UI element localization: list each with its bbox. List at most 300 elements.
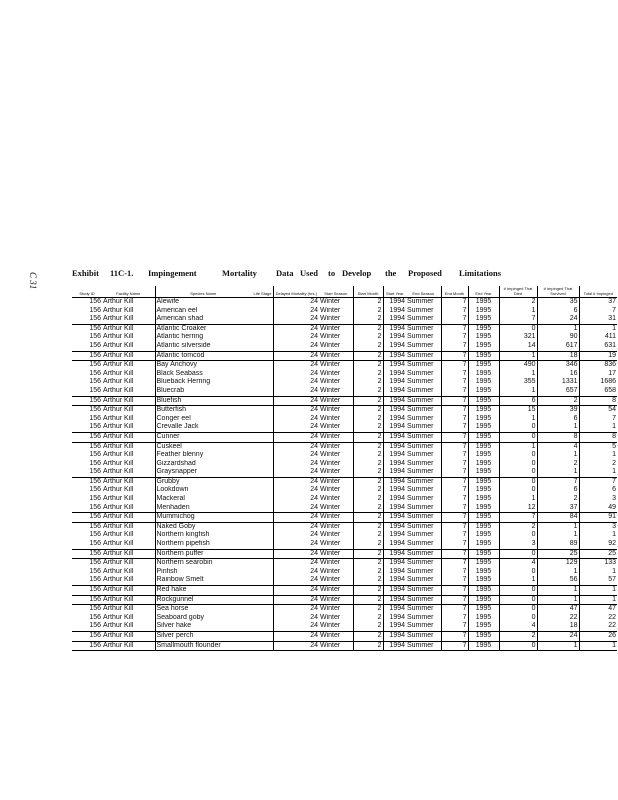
cell-start-month: 2 — [353, 513, 383, 523]
cell-species: Mackeral — [155, 495, 251, 504]
cell-end-month: 7 — [441, 415, 468, 424]
cell-died: 490 — [499, 361, 537, 370]
cell-start-month: 2 — [353, 477, 383, 486]
cell-total: 54 — [579, 406, 617, 415]
cell-survived: 1 — [537, 451, 579, 460]
cell-study-id: 156 — [89, 486, 101, 494]
cell-start-year: 1994 — [383, 477, 406, 486]
cell-total: 631 — [579, 342, 617, 351]
cell-life-stage — [251, 333, 273, 342]
cell-total: 19 — [579, 351, 617, 361]
cell-end-year: 1995 — [468, 631, 499, 641]
cell-end-season: Summer — [407, 378, 434, 386]
table-row — [72, 531, 617, 540]
cell-died: 7 — [499, 315, 537, 324]
cell-end-season: Summer — [406, 549, 441, 559]
cell-survived: 1 — [537, 586, 579, 596]
table-row — [72, 614, 617, 623]
cell-delayed: 24 — [273, 531, 319, 540]
cell-end-season: Summer — [407, 495, 434, 503]
cell-start-year: 1994 — [383, 568, 406, 577]
cell-died: 0 — [499, 605, 537, 614]
cell-total: 2 — [579, 460, 617, 469]
cell-start-year: 1994 — [383, 396, 406, 406]
cell-survived: 90 — [537, 333, 579, 342]
cell-end-month: 7 — [441, 423, 468, 432]
cell-life-stage — [251, 622, 273, 631]
cell-survived: 129 — [537, 559, 579, 568]
cell-life-stage — [251, 531, 273, 540]
cell-study-id: 156 — [72, 586, 102, 596]
cell-end-month: 7 — [441, 307, 468, 316]
cell-start-year: 1994 — [383, 333, 406, 342]
cell-facility: Arthur Kill — [103, 486, 134, 494]
cell-study-id: 156 — [89, 451, 101, 459]
cell-start-month: 2 — [353, 442, 383, 451]
cell-survived: 18 — [537, 351, 579, 361]
cell-total: 1 — [579, 423, 617, 432]
cell-end-month: 7 — [441, 387, 468, 396]
cell-study-id: 156 — [72, 442, 102, 451]
cell-species: Mummichog — [155, 513, 251, 523]
cell-study-id: 156 — [89, 531, 101, 539]
cell-start-month: 2 — [353, 361, 383, 370]
cell-died: 0 — [499, 568, 537, 577]
cell-start-month: 2 — [353, 460, 383, 469]
cell-died: 0 — [499, 423, 537, 432]
cell-end-month: 7 — [441, 522, 468, 531]
cell-start-month: 2 — [353, 614, 383, 623]
cell-start-year: 1994 — [383, 442, 406, 451]
cell-delayed: 24 — [273, 641, 319, 651]
cell-start-year: 1994 — [383, 451, 406, 460]
cell-died: 0 — [499, 641, 537, 651]
cell-facility: Arthur Kill — [103, 503, 134, 511]
cell-facility: Arthur Kill — [103, 306, 134, 314]
cell-end-season: Summer — [407, 468, 434, 476]
cell-total: 1 — [579, 531, 617, 540]
cell-survived: 1 — [537, 324, 579, 333]
cell-species: Graysnapper — [155, 468, 251, 477]
cell-survived: 6 — [537, 486, 579, 495]
cell-survived: 2 — [537, 495, 579, 504]
cell-facility: Arthur Kill — [103, 386, 134, 394]
cell-end-season: Summer — [406, 406, 441, 415]
column-header: Species Name — [155, 286, 251, 298]
cell-start-month: 2 — [353, 315, 383, 324]
cell-survived: 22 — [537, 614, 579, 623]
cell-died: 1 — [499, 387, 537, 396]
title-word: to — [328, 268, 336, 278]
cell-start-month: 2 — [353, 342, 383, 351]
cell-survived: 8 — [537, 432, 579, 442]
cell-end-season: Summer — [407, 503, 434, 511]
cell-end-month: 7 — [441, 540, 468, 549]
cell-total: 658 — [579, 387, 617, 396]
cell-end-year: 1995 — [468, 460, 499, 469]
cell-start-season: Winter — [320, 468, 341, 476]
cell-total: 411 — [579, 333, 617, 342]
cell-facility: Arthur Kill — [102, 549, 155, 559]
table-row — [72, 442, 617, 451]
cell-facility: Arthur Kill — [103, 333, 134, 341]
table-row — [72, 605, 617, 614]
cell-delayed: 24 — [273, 442, 319, 451]
cell-start-year: 1994 — [383, 531, 406, 540]
cell-delayed: 24 — [273, 451, 319, 460]
cell-start-season: Winter — [320, 369, 341, 377]
cell-delayed: 24 — [273, 406, 319, 415]
cell-end-year: 1995 — [468, 641, 499, 651]
cell-start-season: Winter — [319, 641, 353, 651]
cell-facility: Arthur Kill — [102, 351, 155, 361]
table-row — [72, 559, 617, 568]
cell-died: 0 — [499, 477, 537, 486]
cell-start-year: 1994 — [383, 468, 406, 477]
cell-species: Atlantic Croaker — [155, 324, 251, 333]
cell-life-stage — [251, 460, 273, 469]
cell-died: 7 — [499, 513, 537, 523]
column-header: # Impinged That Survived — [537, 286, 579, 298]
cell-species: Silver perch — [155, 631, 251, 641]
cell-species: Gizzardshad — [155, 460, 251, 469]
cell-study-id: 156 — [72, 605, 102, 614]
cell-survived: 2 — [537, 396, 579, 406]
cell-start-season: Winter — [319, 605, 353, 614]
cell-survived: 37 — [537, 504, 579, 513]
cell-study-id: 156 — [89, 468, 101, 476]
cell-end-month: 7 — [441, 622, 468, 631]
cell-species: Northern puffer — [155, 549, 251, 559]
cell-delayed: 24 — [273, 595, 319, 605]
cell-survived: 35 — [537, 298, 579, 307]
cell-delayed: 24 — [273, 351, 319, 361]
cell-start-month: 2 — [353, 432, 383, 442]
cell-facility: Arthur Kill — [102, 586, 155, 596]
cell-delayed: 24 — [273, 468, 319, 477]
table-row — [72, 307, 617, 316]
cell-total: 57 — [579, 576, 617, 585]
cell-total: 7 — [579, 477, 617, 486]
cell-start-month: 2 — [353, 495, 383, 504]
cell-end-month: 7 — [441, 595, 468, 605]
cell-end-month: 7 — [441, 468, 468, 477]
cell-start-year: 1994 — [383, 486, 406, 495]
cell-study-id: 156 — [72, 324, 102, 333]
cell-end-season: Summer — [407, 451, 434, 459]
cell-start-month: 2 — [353, 307, 383, 316]
cell-total: 25 — [579, 549, 617, 559]
cell-end-year: 1995 — [468, 622, 499, 631]
cell-survived: 1 — [537, 595, 579, 605]
cell-delayed: 24 — [273, 549, 319, 559]
cell-species: Seaboard goby — [155, 614, 251, 623]
table-row — [72, 342, 617, 351]
cell-end-season: Summer — [407, 531, 434, 539]
cell-end-year: 1995 — [468, 370, 499, 379]
cell-start-season: Winter — [320, 298, 341, 305]
cell-died: 0 — [499, 549, 537, 559]
cell-life-stage — [251, 559, 273, 568]
table-row — [72, 595, 617, 605]
cell-end-month: 7 — [441, 460, 468, 469]
page-number-mark: C 31 — [28, 272, 38, 290]
cell-facility: Arthur Kill — [102, 522, 155, 531]
table-row — [72, 423, 617, 432]
cell-end-month: 7 — [441, 432, 468, 442]
cell-start-year: 1994 — [383, 631, 406, 641]
cell-start-month: 2 — [353, 378, 383, 387]
cell-study-id: 156 — [89, 414, 101, 422]
cell-start-year: 1994 — [383, 315, 406, 324]
cell-delayed: 24 — [273, 460, 319, 469]
cell-delayed: 24 — [273, 387, 319, 396]
cell-facility: Arthur Kill — [103, 451, 134, 459]
cell-survived: 1 — [537, 423, 579, 432]
cell-study-id: 156 — [89, 459, 101, 467]
cell-start-season: Winter — [320, 414, 341, 422]
cell-start-season: Winter — [319, 406, 353, 415]
cell-survived: 1 — [537, 641, 579, 651]
cell-end-season: Summer — [406, 513, 441, 523]
cell-start-month: 2 — [353, 595, 383, 605]
cell-start-month: 2 — [353, 468, 383, 477]
cell-study-id: 156 — [89, 423, 101, 431]
title-word: Data — [276, 268, 294, 278]
table-row — [72, 415, 617, 424]
cell-facility: Arthur Kill — [103, 622, 134, 630]
cell-facility: Arthur Kill — [102, 605, 155, 614]
cell-study-id: 156 — [89, 540, 101, 548]
cell-delayed: 24 — [273, 333, 319, 342]
cell-start-season: Winter — [319, 559, 353, 568]
cell-start-season: Winter — [319, 361, 353, 370]
cell-facility: Arthur Kill — [103, 423, 134, 431]
cell-species: Northern kingfish — [155, 531, 251, 540]
cell-study-id: 156 — [89, 495, 101, 503]
cell-end-year: 1995 — [468, 307, 499, 316]
cell-delayed: 24 — [273, 522, 319, 531]
cell-end-year: 1995 — [468, 495, 499, 504]
cell-end-month: 7 — [441, 315, 468, 324]
cell-start-month: 2 — [353, 396, 383, 406]
cell-facility: Arthur Kill — [102, 513, 155, 523]
cell-survived: 346 — [537, 361, 579, 370]
cell-end-year: 1995 — [468, 451, 499, 460]
cell-end-season: Summer — [407, 423, 434, 431]
table-row — [72, 451, 617, 460]
cell-end-season: Summer — [407, 459, 434, 467]
cell-total: 1 — [579, 568, 617, 577]
column-header: Start Month — [353, 286, 383, 298]
cell-survived: 2 — [537, 460, 579, 469]
cell-survived: 1 — [537, 522, 579, 531]
cell-died: 4 — [499, 622, 537, 631]
cell-end-month: 7 — [441, 504, 468, 513]
cell-species: Grubby — [155, 477, 251, 486]
cell-study-id: 156 — [72, 522, 102, 531]
cell-delayed: 24 — [273, 396, 319, 406]
cell-study-id: 156 — [72, 641, 102, 651]
cell-total: 17 — [579, 370, 617, 379]
cell-life-stage — [251, 605, 273, 614]
cell-species: Alewife — [155, 298, 251, 307]
cell-life-stage — [251, 495, 273, 504]
cell-survived: 16 — [537, 370, 579, 379]
cell-start-season: Winter — [320, 486, 341, 494]
cell-start-month: 2 — [353, 486, 383, 495]
cell-end-season: Summer — [406, 324, 441, 333]
cell-end-season: Summer — [407, 386, 434, 394]
cell-start-month: 2 — [353, 576, 383, 585]
cell-end-season: Summer — [407, 567, 434, 575]
cell-life-stage — [251, 324, 273, 333]
cell-start-month: 2 — [353, 559, 383, 568]
cell-total: 3 — [579, 495, 617, 504]
cell-survived: 24 — [537, 631, 579, 641]
table-row — [72, 631, 617, 641]
cell-end-year: 1995 — [468, 468, 499, 477]
cell-start-month: 2 — [353, 423, 383, 432]
cell-species: Lookdown — [155, 486, 251, 495]
cell-life-stage — [251, 486, 273, 495]
cell-facility: Arthur Kill — [103, 576, 134, 584]
cell-end-season: Summer — [406, 477, 441, 486]
cell-end-season: Summer — [406, 631, 441, 641]
cell-survived: 84 — [537, 513, 579, 523]
cell-life-stage — [251, 406, 273, 415]
cell-end-month: 7 — [441, 641, 468, 651]
cell-end-year: 1995 — [468, 333, 499, 342]
cell-start-season: Winter — [320, 306, 341, 314]
cell-facility: Arthur Kill — [102, 406, 155, 415]
exhibit-title — [72, 268, 502, 280]
cell-study-id: 156 — [89, 503, 101, 511]
column-header: Total # Impinged — [579, 286, 617, 298]
cell-died: 4 — [499, 559, 537, 568]
table-row — [72, 315, 617, 324]
cell-survived: 47 — [537, 605, 579, 614]
table-row — [72, 387, 617, 396]
cell-end-month: 7 — [441, 513, 468, 523]
cell-start-year: 1994 — [383, 423, 406, 432]
cell-species: Atlantic herring — [155, 333, 251, 342]
cell-survived: 56 — [537, 576, 579, 585]
cell-start-month: 2 — [353, 531, 383, 540]
cell-survived: 1 — [537, 568, 579, 577]
cell-start-year: 1994 — [383, 370, 406, 379]
cell-delayed: 24 — [273, 495, 319, 504]
cell-life-stage — [251, 513, 273, 523]
cell-end-year: 1995 — [468, 342, 499, 351]
cell-start-year: 1994 — [383, 513, 406, 523]
cell-total: 92 — [579, 540, 617, 549]
cell-start-month: 2 — [353, 415, 383, 424]
cell-survived: 1 — [537, 468, 579, 477]
table-row — [72, 370, 617, 379]
cell-start-year: 1994 — [383, 576, 406, 585]
cell-start-year: 1994 — [383, 406, 406, 415]
column-header: Start Year — [383, 286, 406, 298]
cell-species: Bay Anchovy — [155, 361, 251, 370]
column-header: # Impinged That Died — [499, 286, 537, 298]
column-header: Life Stage — [251, 286, 273, 298]
cell-start-year: 1994 — [383, 307, 406, 316]
cell-end-season: Summer — [406, 396, 441, 406]
cell-start-month: 2 — [353, 451, 383, 460]
table-row — [72, 622, 617, 631]
table-row — [72, 333, 617, 342]
cell-facility: Arthur Kill — [102, 432, 155, 442]
cell-start-season: Winter — [320, 423, 341, 431]
cell-study-id: 156 — [72, 406, 102, 415]
cell-life-stage — [251, 423, 273, 432]
cell-end-month: 7 — [441, 631, 468, 641]
cell-study-id: 156 — [89, 298, 101, 305]
cell-facility: Arthur Kill — [103, 298, 134, 305]
cell-life-stage — [251, 576, 273, 585]
cell-end-season: Summer — [407, 341, 434, 349]
cell-facility: Arthur Kill — [102, 396, 155, 406]
cell-start-year: 1994 — [383, 387, 406, 396]
cell-study-id: 156 — [72, 513, 102, 523]
cell-end-month: 7 — [441, 549, 468, 559]
cell-life-stage — [251, 370, 273, 379]
cell-survived: 4 — [537, 442, 579, 451]
cell-species: Bluecrab — [155, 387, 251, 396]
cell-species: Black Seabass — [155, 370, 251, 379]
cell-delayed: 24 — [273, 432, 319, 442]
cell-end-year: 1995 — [468, 586, 499, 596]
cell-start-season: Winter — [320, 341, 341, 349]
cell-study-id: 156 — [72, 631, 102, 641]
cell-end-year: 1995 — [468, 549, 499, 559]
cell-species: Crevalle Jack — [155, 423, 251, 432]
cell-study-id: 156 — [89, 622, 101, 630]
cell-start-season: Winter — [320, 333, 341, 341]
cell-total: 31 — [579, 315, 617, 324]
cell-end-month: 7 — [441, 486, 468, 495]
cell-delayed: 24 — [273, 576, 319, 585]
cell-end-season: Summer — [407, 306, 434, 314]
table-row — [72, 351, 617, 361]
cell-total: 22 — [579, 614, 617, 623]
cell-total: 1 — [579, 324, 617, 333]
cell-end-season: Summer — [406, 442, 441, 451]
cell-delayed: 24 — [273, 586, 319, 596]
cell-start-season: Winter — [320, 378, 341, 386]
table-row — [72, 586, 617, 596]
cell-species: Cuskeel — [155, 442, 251, 451]
cell-facility: Arthur Kill — [103, 531, 134, 539]
cell-life-stage — [251, 540, 273, 549]
column-header: End Year — [468, 286, 499, 298]
cell-delayed: 24 — [273, 568, 319, 577]
cell-end-year: 1995 — [468, 486, 499, 495]
cell-died: 0 — [499, 468, 537, 477]
cell-total: 8 — [579, 396, 617, 406]
cell-start-year: 1994 — [383, 432, 406, 442]
cell-died: 321 — [499, 333, 537, 342]
cell-study-id: 156 — [89, 333, 101, 341]
cell-species: Menhaden — [155, 504, 251, 513]
cell-facility: Arthur Kill — [102, 631, 155, 641]
table-row — [72, 540, 617, 549]
cell-survived: 39 — [537, 406, 579, 415]
cell-end-year: 1995 — [468, 576, 499, 585]
cell-facility: Arthur Kill — [103, 567, 134, 575]
cell-survived: 7 — [537, 477, 579, 486]
